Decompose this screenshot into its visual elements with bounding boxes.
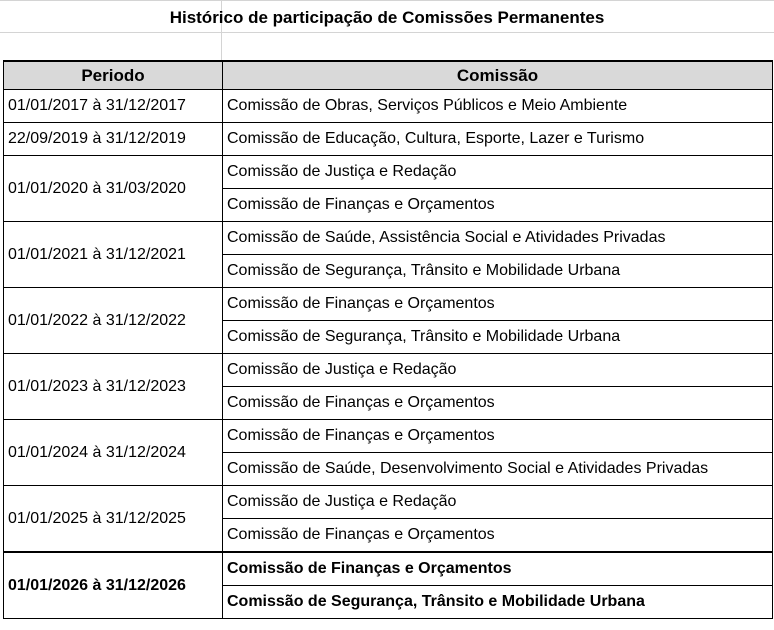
commissions-table [3, 60, 773, 619]
header-commission[interactable]: Comissão [223, 61, 773, 90]
table-row [4, 222, 773, 255]
header-period[interactable]: Periodo [4, 61, 223, 90]
commission-cell[interactable]: Comissão de Saúde, Desenvolvimento Social e Atividades Privadas [223, 453, 773, 486]
period-cell[interactable]: 01/01/2025 à 31/12/2025 [4, 486, 223, 553]
commission-cell[interactable]: Comissão de Segurança, Trânsito e Mobilidade Urbana [223, 255, 773, 288]
commission-cell[interactable]: Comissão de Segurança, Trânsito e Mobilidade Urbana [223, 586, 773, 619]
commission-cell[interactable]: Comissão de Justiça e Redação [223, 156, 773, 189]
header-row [4, 61, 773, 90]
table-row [4, 354, 773, 387]
table-row [4, 90, 773, 123]
commission-cell[interactable]: Comissão de Justiça e Redação [223, 354, 773, 387]
grid-line [0, 0, 774, 1]
period-cell[interactable]: 01/01/2021 à 31/12/2021 [4, 222, 223, 288]
period-cell[interactable]: 01/01/2026 à 31/12/2026 [4, 552, 223, 619]
page-title: Histórico de participação de Comissões Permanentes [169, 8, 605, 27]
commission-cell[interactable]: Comissão de Finanças e Orçamentos [223, 387, 773, 420]
table-row [4, 123, 773, 156]
period-cell[interactable]: 01/01/2023 à 31/12/2023 [4, 354, 223, 420]
table-row [4, 156, 773, 189]
commission-cell[interactable]: Comissão de Finanças e Orçamentos [223, 552, 773, 586]
commission-cell[interactable]: Comissão de Segurança, Trânsito e Mobilidade Urbana [223, 321, 773, 354]
table-body [4, 90, 773, 619]
commission-cell[interactable]: Comissão de Finanças e Orçamentos [223, 189, 773, 222]
table-row [4, 288, 773, 321]
period-cell[interactable]: 01/01/2022 à 31/12/2022 [4, 288, 223, 354]
commission-cell[interactable]: Comissão de Educação, Cultura, Esporte, Lazer e Turismo [223, 123, 773, 156]
commission-cell[interactable]: Comissão de Finanças e Orçamentos [223, 519, 773, 553]
period-cell[interactable]: 01/01/2020 à 31/03/2020 [4, 156, 223, 222]
commission-cell[interactable]: Comissão de Finanças e Orçamentos [223, 420, 773, 453]
period-cell[interactable]: 01/01/2024 à 31/12/2024 [4, 420, 223, 486]
period-cell[interactable]: 22/09/2019 à 31/12/2019 [4, 123, 223, 156]
commission-cell[interactable]: Comissão de Finanças e Orçamentos [223, 288, 773, 321]
table-row [4, 552, 773, 586]
table-row [4, 486, 773, 519]
commission-cell[interactable]: Comissão de Obras, Serviços Públicos e Meio Ambiente [223, 90, 773, 123]
table-row [4, 420, 773, 453]
period-cell[interactable]: 01/01/2017 à 31/12/2017 [4, 90, 223, 123]
grid-line [0, 32, 774, 33]
commission-cell[interactable]: Comissão de Justiça e Redação [223, 486, 773, 519]
commission-cell[interactable]: Comissão de Saúde, Assistência Social e Atividades Privadas [223, 222, 773, 255]
